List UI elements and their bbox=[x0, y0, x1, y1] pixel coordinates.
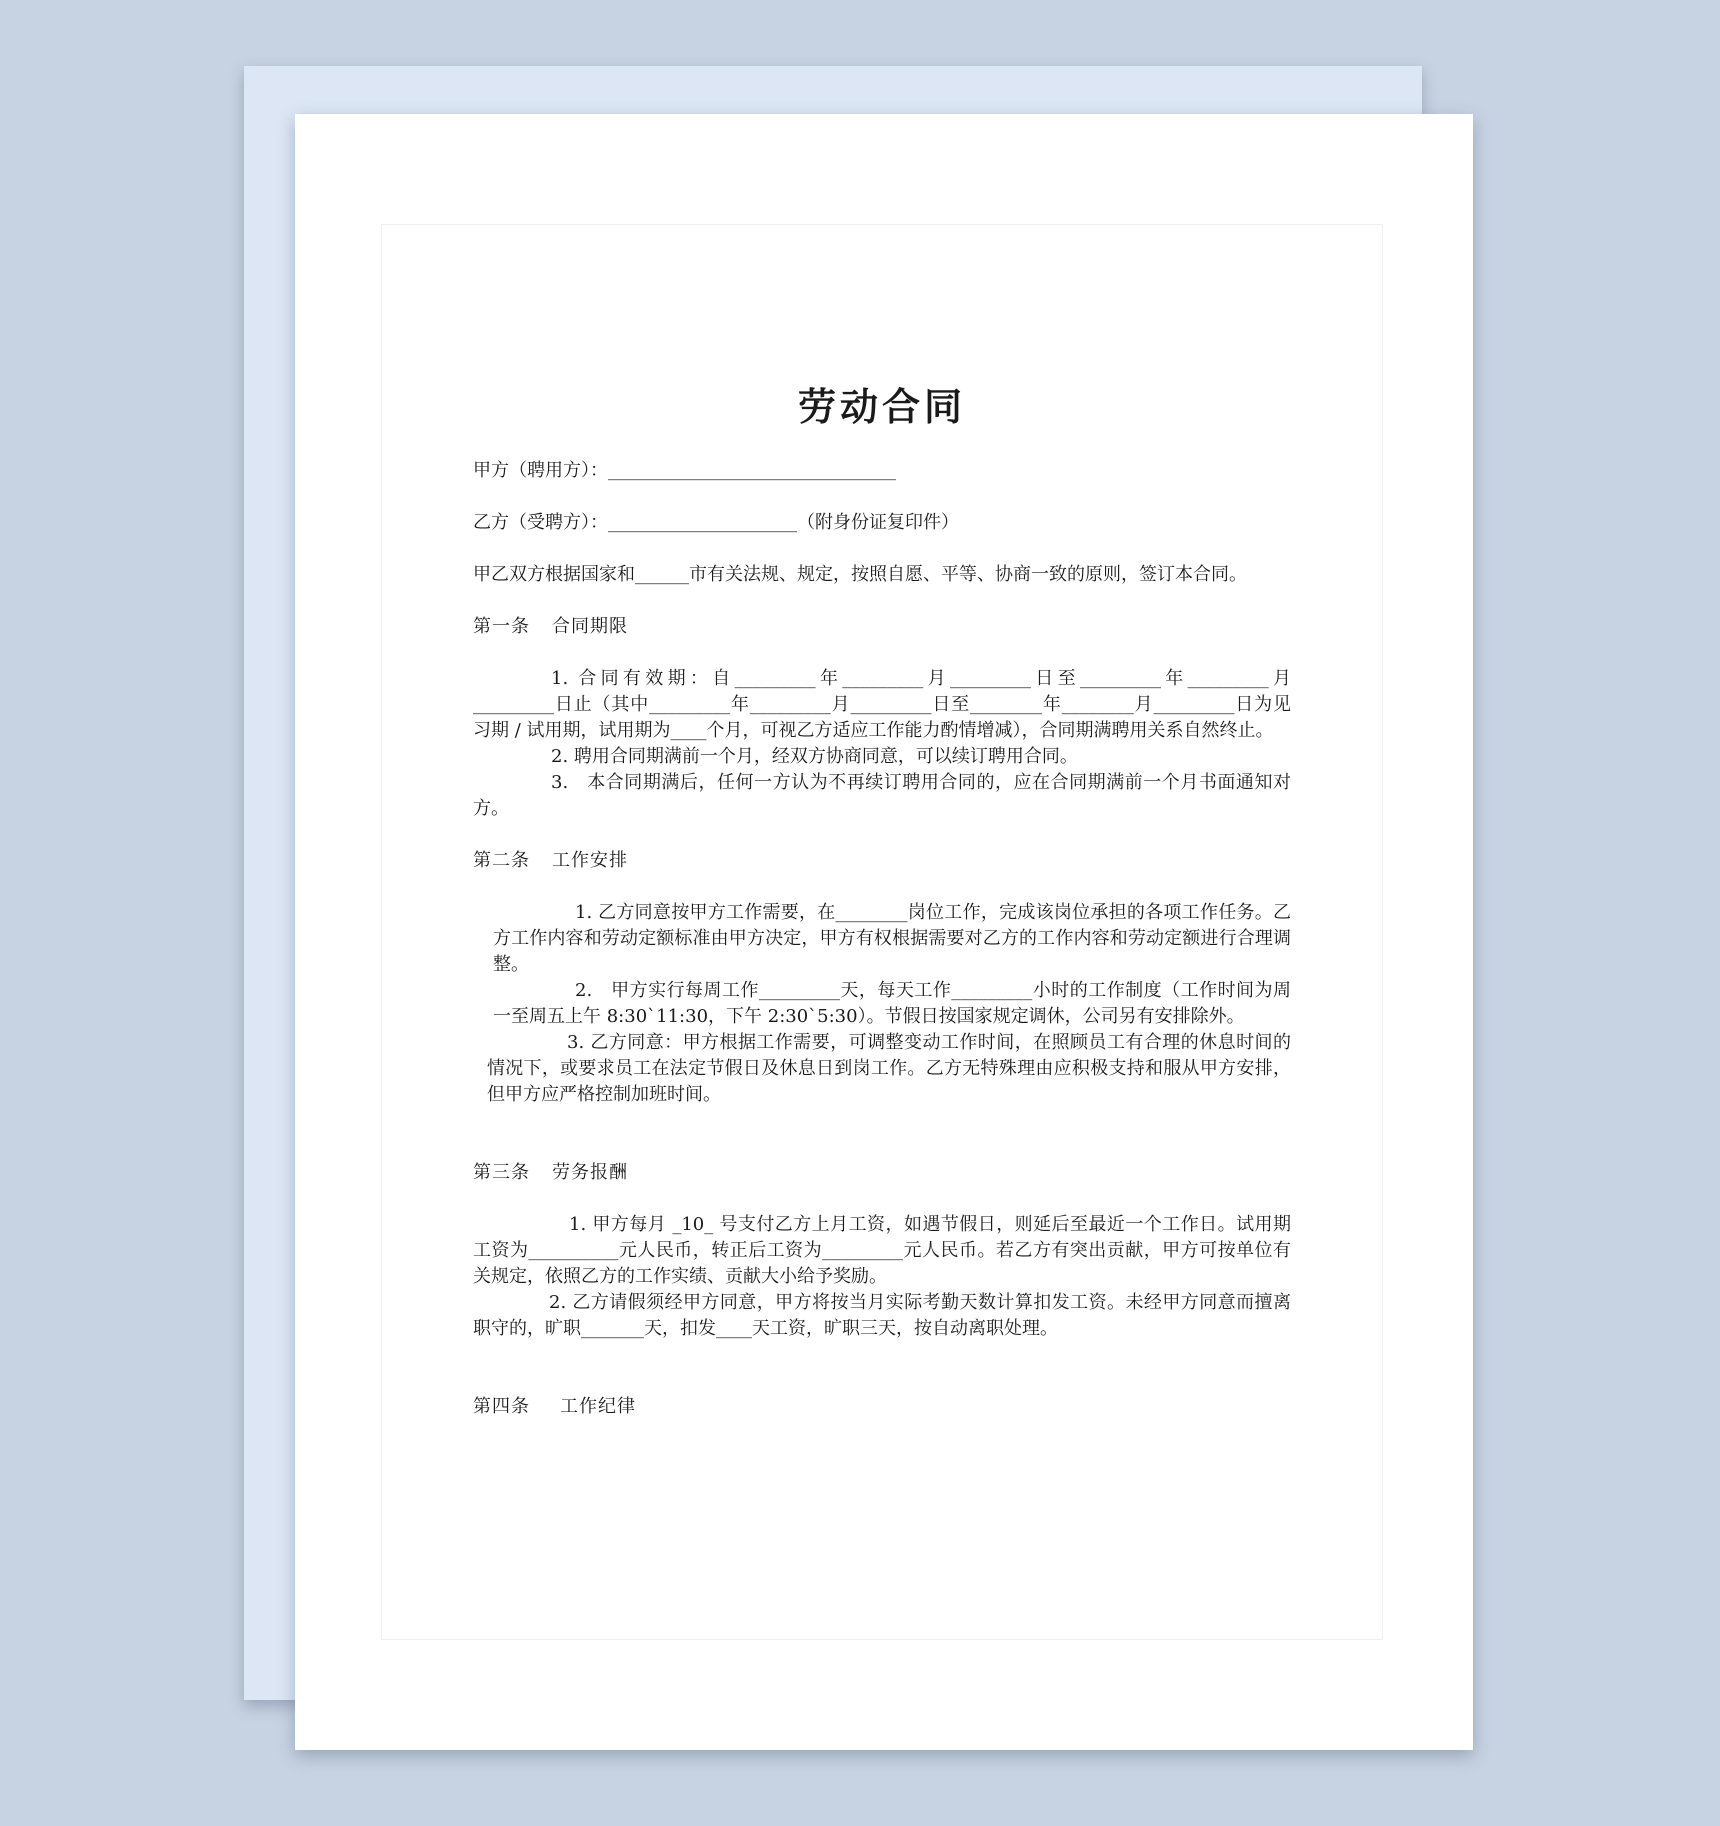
article-1-item-3: 3. 本合同期满后，任何一方认为不再续订聘用合同的，应在合同期满前一个月书面通知对方。 bbox=[473, 772, 1291, 819]
article-2-title: 工作安排 bbox=[552, 850, 628, 871]
article-3-heading bbox=[473, 1160, 1291, 1186]
article-2-item-2: 2. 甲方实行每周工作_________天，每天工作_________小时的工作制度（工作时间为周一至周五上午 8:30`11:30，下午 2:30`5:30）。节假日按国家规定调休，公司另有安排除外。 bbox=[493, 980, 1291, 1027]
article-3-item-1: 1. 甲方每月 _10_ 号支付乙方上月工资，如遇节假日，则延后至最近一个工作日。试用期工资为__________元人民币，转正后工资为_________元人民币。若乙方有突出贡献，甲方可按单位有关规定，依照乙方的工作实绩、贡献大小给予奖励。 bbox=[473, 1214, 1291, 1287]
document-page bbox=[295, 114, 1473, 1750]
document-title: 劳动合同 bbox=[797, 385, 966, 429]
party-a-line: 甲方（聘用方）：________________________________ bbox=[473, 460, 896, 481]
article-2-item-3: 3. 乙方同意：甲方根据工作需要，可调整变动工作时间，在照顾员工有合理的休息时间的情况下，或要求员工在法定节假日及休息日到岗工作。乙方无特殊理由应积极支持和服从甲方安排，但甲方应严格控制加班时间。 bbox=[487, 1032, 1291, 1105]
article-4-title: 工作纪律 bbox=[560, 1396, 636, 1417]
article-3-title: 劳务报酬 bbox=[552, 1162, 628, 1183]
party-b-line: 乙方（受聘方）：_____________________（附身份证复印件） bbox=[473, 512, 959, 533]
contract-body bbox=[473, 382, 1291, 1420]
article-2-label: 第二条 bbox=[473, 850, 530, 871]
article-1-label: 第一条 bbox=[473, 616, 530, 637]
article-3-item-2: 2. 乙方请假须经甲方同意，甲方将按当月实际考勤天数计算扣发工资。未经甲方同意而擅离职守的，旷职_______天，扣发____天工资，旷职三天，按自动离职处理。 bbox=[473, 1292, 1291, 1339]
article-1-title: 合同期限 bbox=[552, 616, 628, 637]
article-4-label: 第四条 bbox=[473, 1396, 530, 1417]
article-2-item-1: 1. 乙方同意按甲方工作需要，在________岗位工作，完成该岗位承担的各项工作任务。乙方工作内容和劳动定额标准由甲方决定，甲方有权根据需要对乙方的工作内容和劳动定额进行合理调整。 bbox=[493, 902, 1291, 975]
article-3-label: 第三条 bbox=[473, 1162, 530, 1183]
article-1-item-1: 1. 合同有效期：自_________年_________月_________日至_________年_________月_________日止（其中_________年_________月_________日至________年________月_________日为见习期 / 试用期，试用期为____个月，可视乙方适应工作能力酌情增减），合同期满聘用关系自然终止。 bbox=[473, 668, 1291, 741]
article-1-item-2: 2. 聘用合同期满前一个月，经双方协商同意，可以续订聘用合同。 bbox=[551, 746, 1078, 767]
article-4-heading bbox=[473, 1394, 1291, 1420]
article-1-heading bbox=[473, 614, 1291, 640]
article-2-heading bbox=[473, 848, 1291, 874]
intro-paragraph: 甲乙双方根据国家和______市有关法规、规定，按照自愿、平等、协商一致的原则，签订本合同。 bbox=[473, 564, 1247, 585]
